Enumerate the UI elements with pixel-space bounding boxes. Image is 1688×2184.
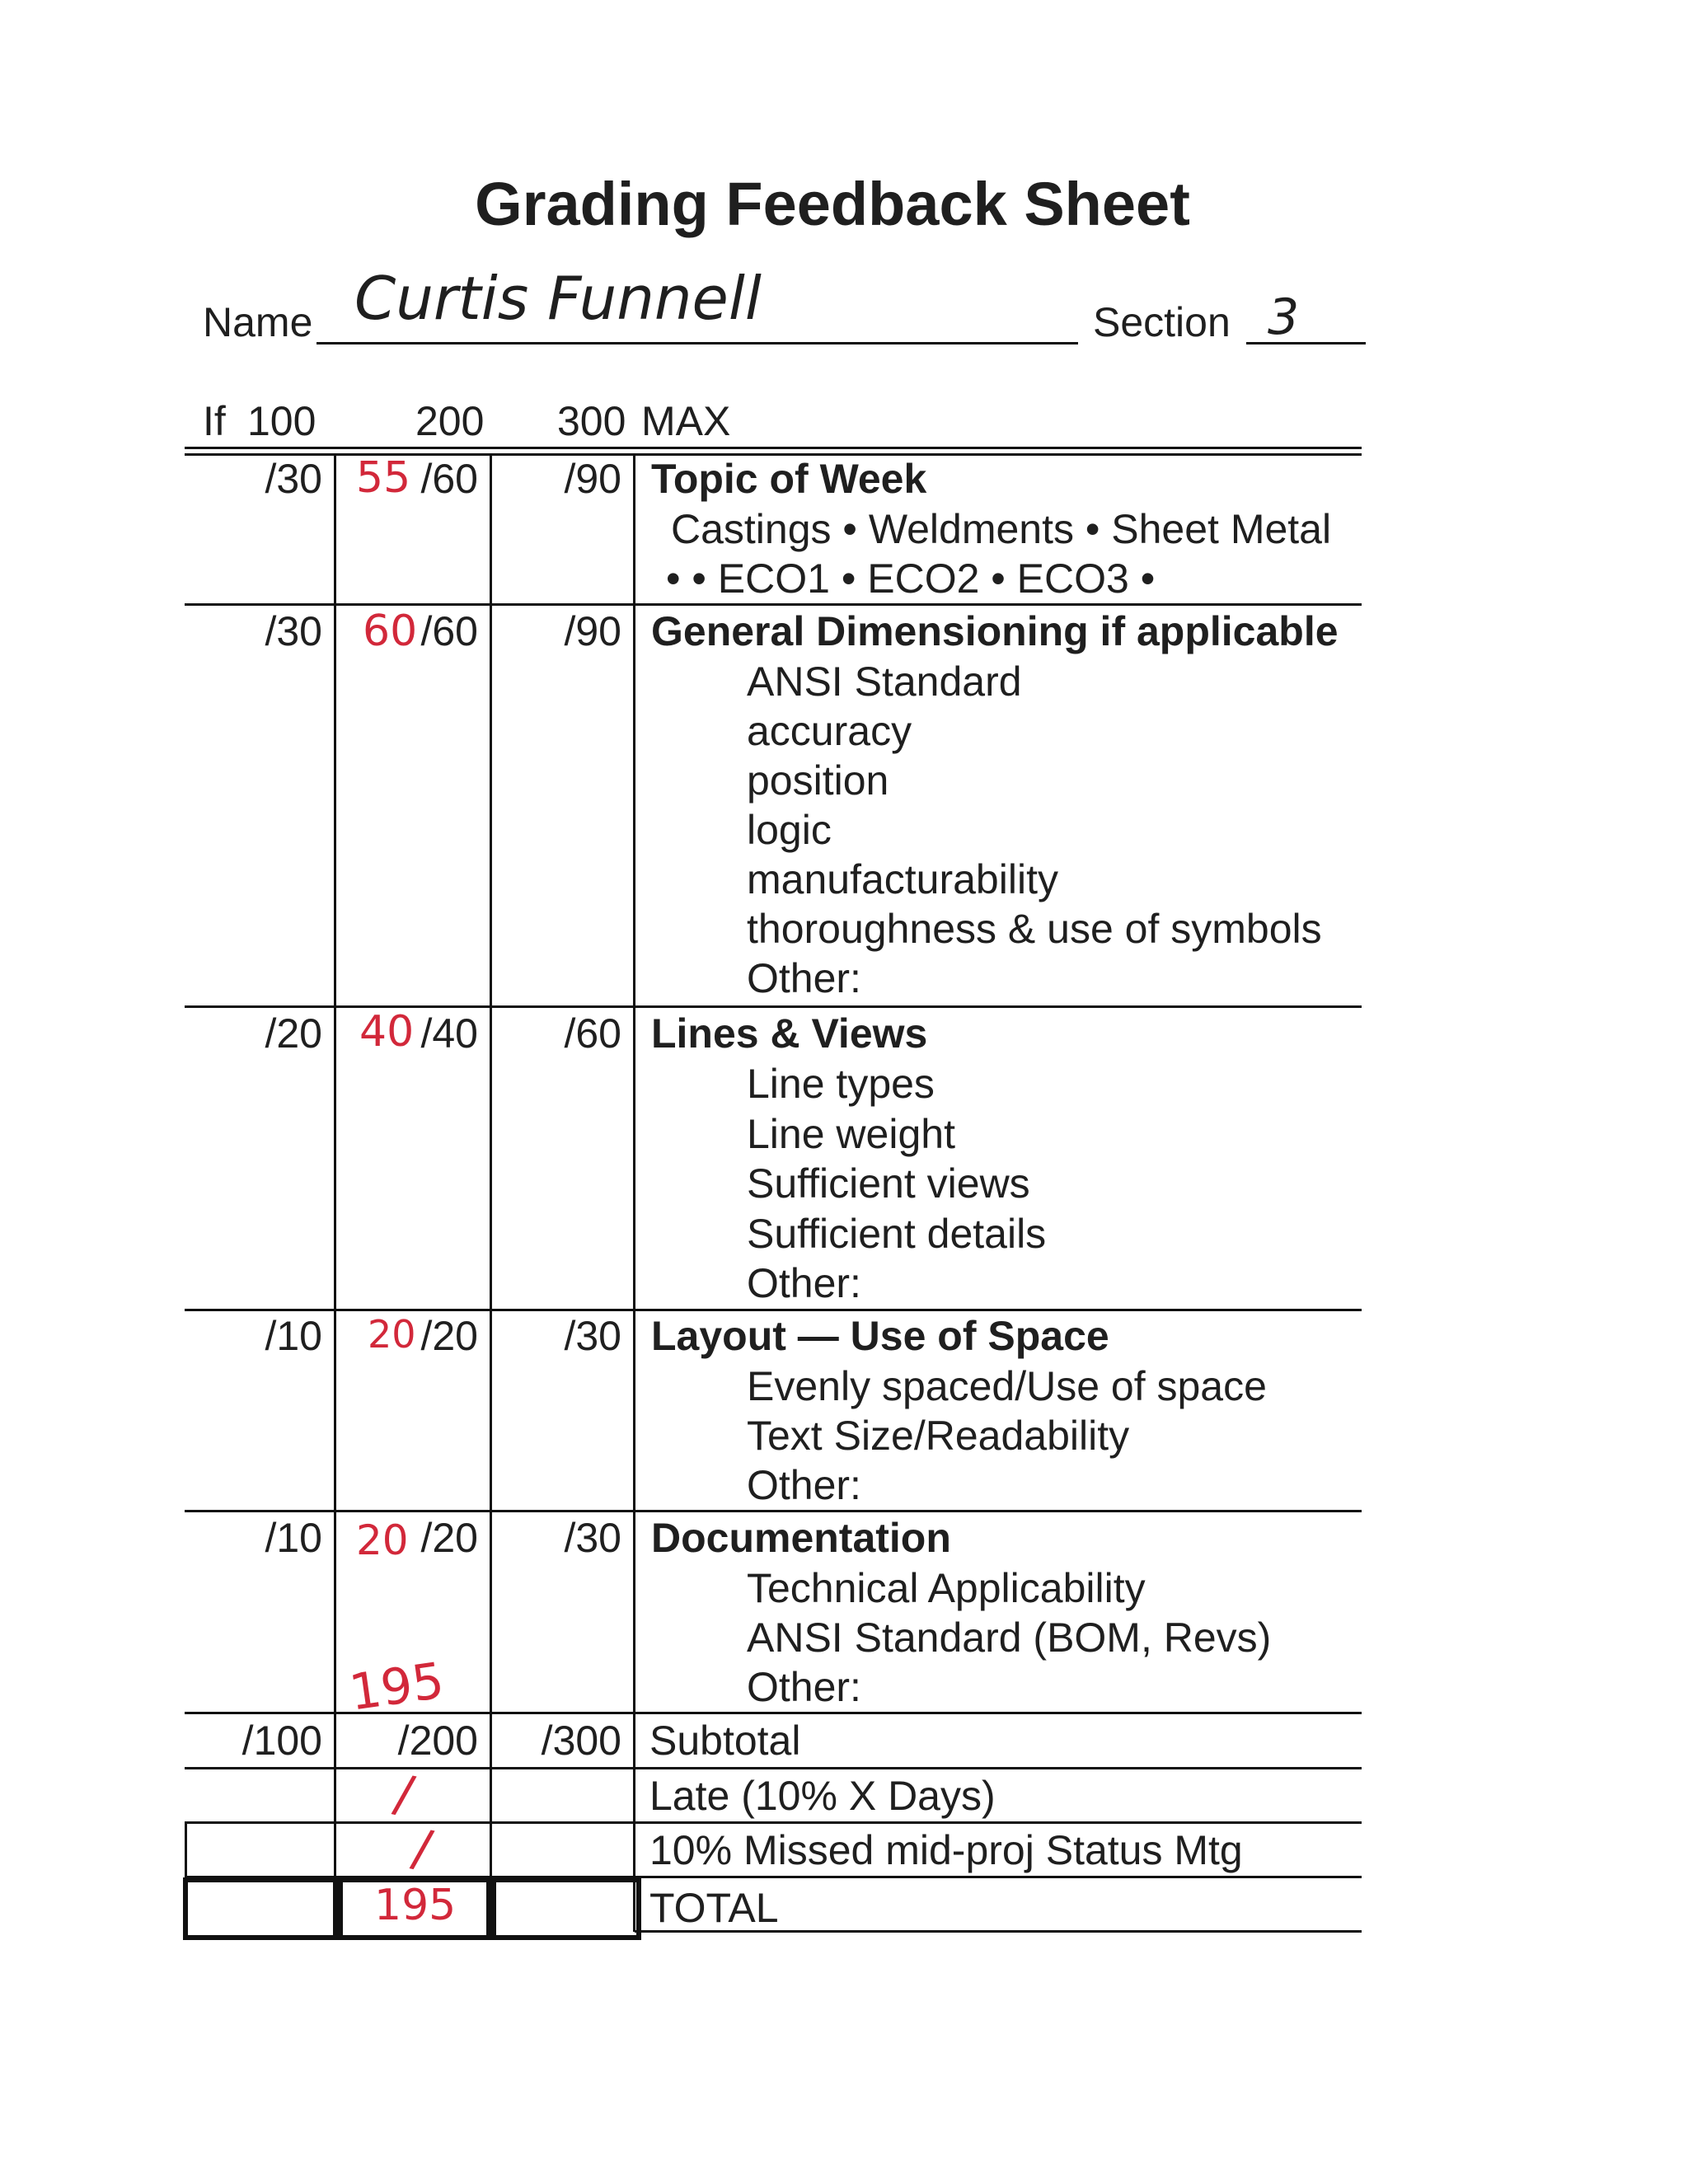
row-max-200: /20	[420, 1313, 478, 1359]
subtotal-score: 195	[345, 1652, 448, 1722]
section-underline	[1246, 342, 1366, 344]
category-item: thoroughness & use of symbols	[747, 906, 1322, 952]
category-item: manufacturability	[747, 856, 1058, 902]
row-divider	[185, 1309, 1362, 1311]
name-label: Name	[203, 299, 313, 345]
subtotal-max-200: /200	[397, 1718, 478, 1764]
subtotal-max-300: /300	[541, 1718, 621, 1764]
row-score: 60	[363, 607, 418, 656]
total-score: 195	[374, 1881, 457, 1930]
column-divider	[334, 455, 336, 1932]
row-max-100: /10	[265, 1313, 322, 1359]
category-item: Line weight	[747, 1111, 955, 1157]
row-score: 55	[356, 453, 411, 503]
category-title: General Dimensioning if applicable	[651, 608, 1339, 654]
row-max-200: /60	[420, 456, 478, 502]
name-value: Curtis Funnell	[354, 264, 762, 333]
missed-label: 10% Missed mid-proj Status Mtg	[649, 1827, 1243, 1873]
row-max-300: /90	[564, 608, 621, 654]
category-item: accuracy	[747, 708, 912, 754]
row-score: 20	[368, 1312, 416, 1357]
category-title: Topic of Week	[651, 456, 927, 502]
category-item: position	[747, 757, 889, 804]
category-item: logic	[747, 807, 832, 853]
category-item: Line types	[747, 1061, 935, 1107]
row-max-100: /10	[265, 1515, 322, 1561]
category-item: Other:	[747, 1260, 861, 1306]
row-max-300: /30	[564, 1515, 621, 1561]
category-title: Lines & Views	[651, 1010, 928, 1057]
category-title: Documentation	[651, 1515, 951, 1561]
row-max-100: /30	[265, 456, 322, 502]
category-item: Technical Applicability	[747, 1565, 1146, 1611]
row-max-300: /60	[564, 1010, 621, 1057]
row-score: 20	[356, 1516, 409, 1564]
section-value: 3	[1268, 288, 1300, 346]
row-max-100: /30	[265, 608, 322, 654]
category-item: Castings • Weldments • Sheet Metal	[671, 506, 1332, 552]
row-max-200: /20	[420, 1515, 478, 1561]
category-item: Text Size/Readability	[747, 1413, 1130, 1459]
column-divider	[633, 455, 635, 1932]
subtotal-label: Subtotal	[649, 1718, 801, 1764]
row-max-200: /40	[420, 1010, 478, 1057]
row-divider	[185, 1767, 1362, 1769]
page-title: Grading Feedback Sheet	[475, 170, 1190, 238]
late-label: Late (10% X Days)	[649, 1773, 996, 1819]
category-item: Evenly spaced/Use of space	[747, 1363, 1267, 1409]
category-item: Sufficient views	[747, 1160, 1030, 1207]
category-item: ANSI Standard	[747, 658, 1022, 705]
row-max-200: /60	[420, 608, 478, 654]
category-item: Other:	[747, 955, 861, 1001]
row-score: 40	[359, 1007, 415, 1057]
header-200: 200	[415, 398, 485, 444]
row-divider	[185, 1510, 1362, 1512]
row-max-300: /90	[564, 456, 621, 502]
category-item: Other:	[747, 1462, 861, 1508]
column-divider	[490, 455, 492, 1932]
header-rule-1	[185, 447, 1362, 449]
category-item: Other:	[747, 1664, 861, 1710]
row-divider	[185, 1821, 1362, 1824]
header-if: If	[203, 398, 226, 444]
subtotal-max-100: /100	[241, 1718, 322, 1764]
total-box-100	[183, 1877, 343, 1940]
total-box-300	[486, 1877, 641, 1940]
header-max: MAX	[641, 398, 731, 444]
header-100: 100	[247, 398, 316, 444]
header-300: 300	[557, 398, 626, 444]
row-divider	[185, 603, 1362, 606]
category-item: ANSI Standard (BOM, Revs)	[747, 1615, 1272, 1661]
missed-mark: /	[407, 1816, 438, 1880]
column-divider	[185, 1821, 187, 1877]
category-item: • • ECO1 • ECO2 • ECO3 •	[666, 555, 1156, 602]
name-underline	[316, 342, 1078, 344]
late-mark: /	[389, 1762, 420, 1825]
row-max-300: /30	[564, 1313, 621, 1359]
row-max-100: /20	[265, 1010, 322, 1057]
category-item: Sufficient details	[747, 1211, 1047, 1257]
total-label: TOTAL	[649, 1885, 779, 1931]
category-title: Layout — Use of Space	[651, 1313, 1109, 1359]
section-label: Section	[1093, 299, 1231, 345]
